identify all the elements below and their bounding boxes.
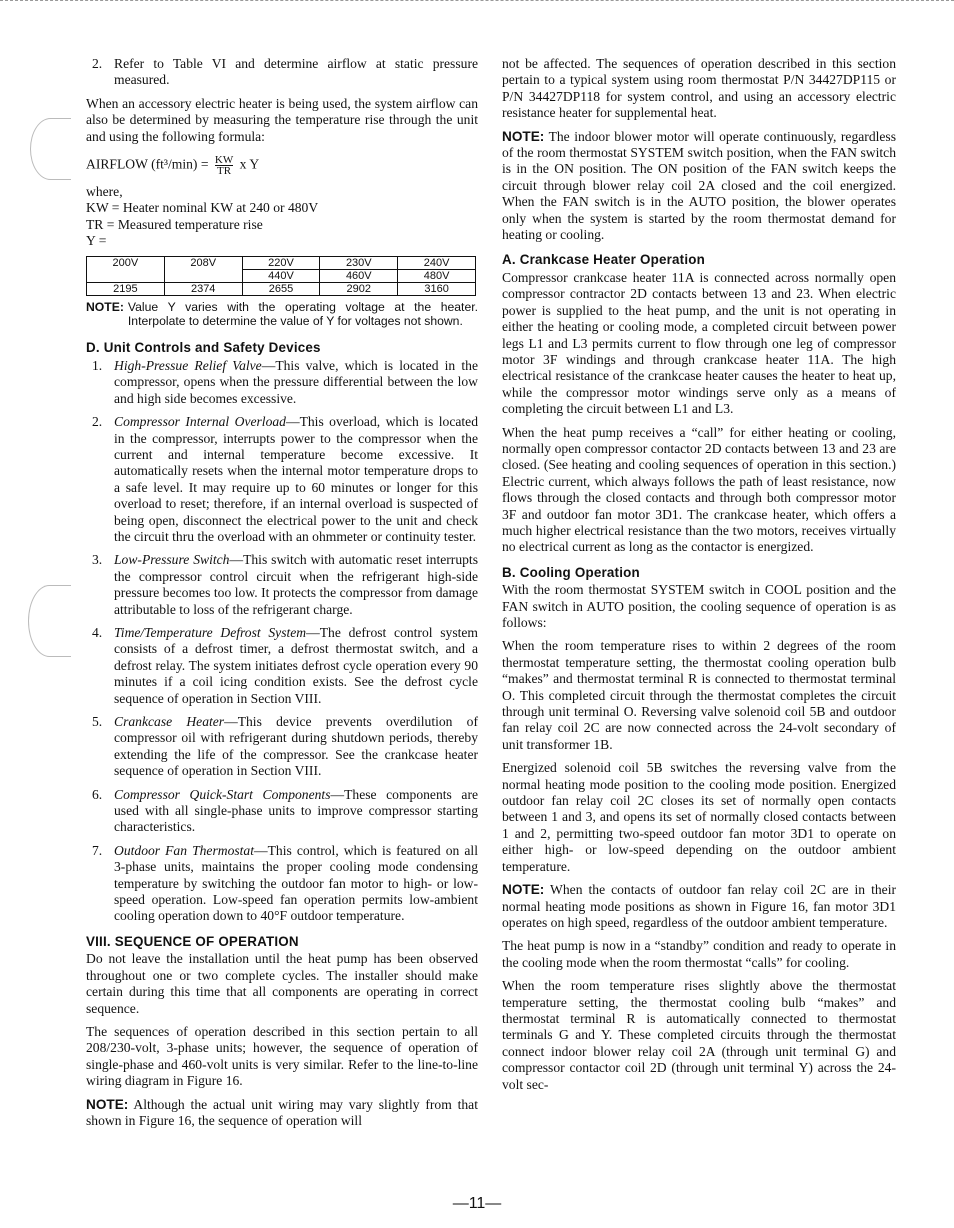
section-heading-viii: VIII. SEQUENCE OF OPERATION: [86, 933, 299, 949]
note-text: Value Y varies with the operating voltage at the heater. Interpolate to determine the value of Y for voltages not shown.: [127, 299, 478, 329]
list-item: [86, 552, 478, 618]
item-text: [114, 358, 478, 407]
page-number: —11—: [452, 1195, 502, 1212]
paragraph: With the room thermostat SYSTEM switch in COOL position and the FAN switch in AUTO position, the cooling sequence of operation is as follows:: [502, 582, 896, 630]
table-cell: 220V: [242, 256, 320, 269]
right-column: [502, 56, 896, 1100]
formula-numerator: KW: [214, 154, 234, 167]
paragraph: The heat pump is now in a “standby” condition and ready to operate in the cooling mode when the room thermostat “calls” for cooling.: [502, 938, 896, 970]
table-cell: 440V: [242, 269, 320, 282]
item-number: 2.: [92, 56, 103, 71]
item-number: 1.: [92, 357, 103, 373]
table-cell: 2902: [320, 282, 398, 295]
paragraph: The sequences of operation described in this section pertain to all 208/230-volt, 3-phase units; however, the sequence of operation of single-phase and 460-volt units is very similar. Refer to the line-to-line wiring diagram in Figure 16.: [86, 1023, 478, 1089]
item-body: —This overload, which is located in the compressor, interrupts power to the compressor when the current and internal temperature become excessive. It automatically resets when the internal motor temperature drops to a safe level. It may require up to 60 minutes or longer for this overload to reset; therefore, if an internal overload is suspected of being open, disconnect the electrical power to the unit and check the circuit thru the overload with an ohmmeter or continuity tester.: [114, 414, 478, 544]
y-definition: Y =: [86, 233, 107, 249]
list-item: [86, 843, 478, 925]
note-text: The indoor blower motor will operate continuously, regardless of the room thermostat SYSTEM switch position, when the FAN switch is in the ON position. The ON position of the FAN switch keeps the circuit through blower relay coil 2A closed and the coil energized. When the FAN switch is in the AUTO position, the blower operates only when the system is started by the room thermostat demand for heating or cooling.: [502, 128, 897, 243]
item-number: 5.: [92, 714, 103, 729]
note-paragraph: [502, 882, 896, 931]
table-cell: 200V: [87, 256, 165, 269]
airflow-formula: [86, 155, 478, 176]
note-label: NOTE:: [502, 128, 545, 144]
item-body: —The defrost control system consists of a defrost timer, a defrost thermostat switch, and a defrost relay. The system initiates defrost cycle operation every 90 minutes if a coil icing condition exists. See the defrost cycle sequence of operation in Section VIII.: [114, 624, 479, 706]
paragraph: Compressor crankcase heater 11A is connected across normally open compressor contractor 2D contacts between 13 and 23. When electric power is supplied to the heat pump, and the unit is not operating in either the heating or cooling mode, a completed circuit between power legs L1 and L3 permits current to flow through one leg of compressor motor 3F windings and through crankcase heater 11A. The high electrical resistance of the crankcase heater causes the heater to heat up, while the compressor motor windings serve only as a means of completing the circuit between L1 and L3.: [502, 269, 896, 417]
scan-top-edge: [0, 0, 954, 1]
table-cell: 230V: [320, 256, 398, 269]
item-title: Time/Temperature Defrost System: [114, 624, 307, 640]
table-cell: 2655: [242, 282, 320, 295]
item-title: Outdoor Fan Thermostat: [114, 842, 255, 858]
item-body: —This valve, which is located in the compressor, opens when the pressure differential between the low and high side becomes excessive.: [114, 357, 478, 406]
note-text: Although the actual unit wiring may vary slightly from that shown in Figure 16, the sequence of operation will: [86, 1096, 478, 1128]
list-item: [86, 56, 478, 89]
note-paragraph: [86, 1097, 478, 1130]
tr-definition: TR = Measured temperature rise: [86, 216, 263, 232]
table-cell: [87, 269, 165, 282]
list-item: [86, 714, 478, 780]
item-title: High-Pressue Relief Valve: [114, 357, 262, 373]
table-cell: 2195: [87, 282, 165, 295]
table-cell: 480V: [398, 269, 476, 282]
table-cell: 3160: [398, 282, 476, 295]
paragraph: When the room temperature rises to within 2 degrees of the room thermostat temperature setting, the thermostat cooling operation bulb “makes” and thermostat terminal R is connected to thermostat terminal O. This completed circuit through the thermostat completes the circuit through unit terminal O. Reversing valve solenoid coil 5B and outdoor fan relay coil 2C are now connected across the 24-volt secondary of unit transformer 1B.: [502, 638, 896, 752]
item-title: Crankcase Heater: [114, 714, 225, 729]
note-label: NOTE:: [86, 299, 124, 314]
section-heading-a: A. Crankcase Heater Operation: [502, 252, 706, 268]
left-column: [86, 56, 478, 1136]
note-label: NOTE:: [86, 1096, 129, 1112]
y-value-table: [86, 256, 476, 296]
item-number: 6.: [92, 786, 103, 802]
section-heading-d: D. Unit Controls and Safety Devices: [86, 340, 321, 356]
punch-hole-mark-middle: [28, 585, 71, 657]
paragraph: Do not leave the installation until the heat pump has been observed throughout one or two complete cycles. The installer should make certain during this time that all components are operating in correct sequence.: [86, 951, 478, 1016]
item-title: Low-Pressure Switch: [114, 552, 230, 568]
item-body: —This device prevents overdilution of compressor oil with refrigerant during shutdown periods, thereby extending the life of the compressor. See the crankcase heater sequence of operation in Section VIII.: [114, 714, 478, 779]
section-heading-b: B. Cooling Operation: [502, 564, 640, 580]
d-items-list: [86, 358, 478, 925]
list-item: [86, 625, 478, 707]
note-paragraph: [502, 129, 896, 244]
list-item: [86, 358, 478, 407]
table-cell: 240V: [398, 256, 476, 269]
kw-definition: KW = Heater nominal KW at 240 or 480V: [86, 200, 319, 216]
formula-rhs: x Y: [239, 156, 260, 172]
item-body: —This switch with automatic reset interrupts the compressor control circuit when the refrigerant high-side pressure becomes too low. It protects the compressor from damage attributable to loss of the refrigerant charge.: [114, 552, 478, 617]
item-number: 7.: [92, 842, 103, 858]
table-cell: 2374: [164, 282, 242, 295]
item-text: [114, 714, 478, 780]
item-text: [114, 414, 478, 545]
paragraph: When the heat pump receives a “call” for either heating or cooling, normally open compressor contactor 2D contacts between 13 and 23 are closed. (See heating and cooling sequences of operation in this section.) Electric current, which always follows the path of least resistance, now flows through the closed contacts and through both compressor motor 3F and outdoor fan motor 3D1. The crankcase heater, which offers a much higher electrical resistance than the two motors, receives virtually no electrical current as long as the contactor is energized.: [502, 424, 896, 555]
item-title: Compressor Internal Overload: [114, 414, 286, 430]
table-row: [87, 282, 476, 295]
item-text: [114, 787, 478, 836]
where-label: where,: [86, 184, 123, 200]
item-body: —These components are used with all single-phase units to improve compressor starting characteristics.: [114, 786, 479, 835]
paragraph-heater: When an accessory electric heater is being used, the system airflow can also be determined by measuring the temperature rise through the unit and using the following formula:: [86, 95, 478, 144]
table-note: [86, 300, 478, 329]
table-cell: 208V: [164, 256, 242, 269]
item-text: [114, 625, 478, 707]
formula-lhs: AIRFLOW (ft³/min) =: [86, 156, 209, 172]
punch-hole-mark-top: [30, 118, 71, 180]
item-body: —This control, which is featured on all 3-phase units, maintains the proper cooling mode condensing temperature by switching the outdoor fan motor to high- or low-speed operation. Low-speed fan operation permits low-ambient cooling operation down to 40°F outdoor temperature.: [114, 842, 478, 924]
formula-denominator: TR: [217, 165, 232, 178]
item-number: 4.: [92, 624, 103, 640]
table-cell: [164, 269, 242, 282]
formula-fraction: [215, 155, 233, 176]
table-row: [87, 256, 476, 269]
table-cell: 460V: [320, 269, 398, 282]
item-text: Refer to Table VI and determine airflow at static pressure measured.: [114, 56, 478, 88]
paragraph: When the room temperature rises slightly above the thermostat temperature setting, the thermostat cooling bulb “makes” and thermostat terminal R is automatically connected to thermostat terminals G and Y. These completed circuits through the thermostat connect indoor blower relay coil 2A (through unit terminal G) and compressor contactor coil 2D (through unit terminal Y) across the 24-volt sec-: [502, 978, 896, 1092]
item-text: [114, 843, 478, 925]
list-item: [86, 787, 478, 836]
table-row: [87, 269, 476, 282]
item-title: Compressor Quick-Start Components: [114, 786, 331, 802]
paragraph: Energized solenoid coil 5B switches the reversing valve from the normal heating mode position to the cooling mode position. Energized outdoor fan relay coil 2C closes its set of normally open contacts between 1 and 3, and opens its set of normally closed contacts between 1 and 2, permitting two-speed outdoor fan motor 3D1 to operate on either high- or low-speed depending on the outdoor ambient temperature.: [502, 760, 896, 874]
item-text: [114, 552, 478, 618]
item-number: 3.: [92, 552, 103, 568]
note-label: NOTE:: [502, 882, 545, 898]
item-number: 2.: [92, 414, 103, 430]
list-item: [86, 414, 478, 545]
paragraph: not be affected. The sequences of operation described in this section pertain to a typical system using room thermostat P/N 34427DP115 or P/N 34427DP118 for system control, and using an accessory electric resistance heater for supplemental heat.: [502, 56, 896, 121]
note-text: When the contacts of outdoor fan relay coil 2C are in their normal heating mode positions as shown in Figure 16, fan motor 3D1 operates on high speed, regardless of the outdoor ambient temperature.: [502, 882, 896, 930]
